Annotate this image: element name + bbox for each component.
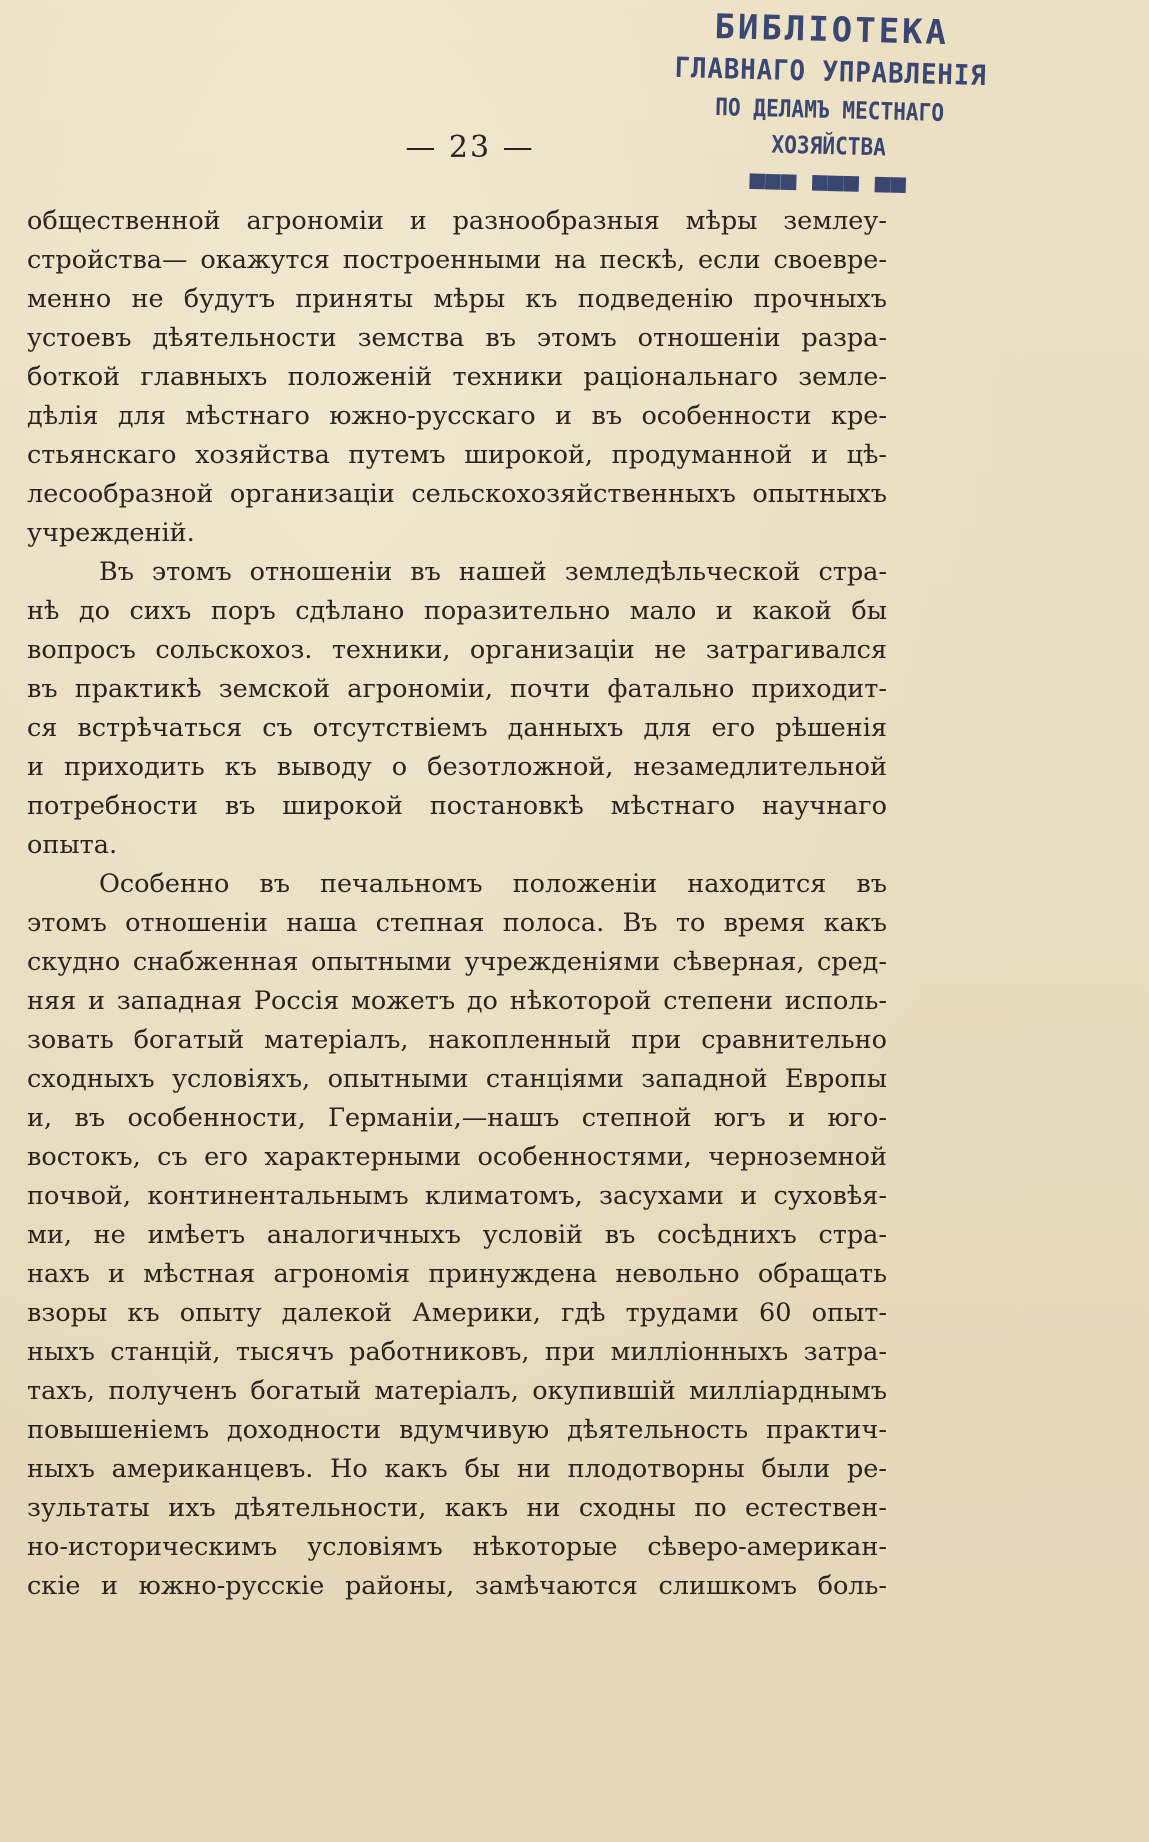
text-line: боткой главныхъ положеній техники раціональнаго земле- — [27, 362, 887, 392]
stamp-line: ПО ДЕЛАМЪ МЕСТНАГО ХОЗЯЙСТВА — [714, 93, 945, 162]
text-line: нѣ до сихъ поръ сдѣлано поразительно мало и какой бы — [27, 596, 887, 626]
text-line: лесообразной организаціи сельскохозяйственныхъ опытныхъ — [27, 479, 887, 509]
text-line: стьянскаго хозяйства путемъ широкой, продуманной и цѣ- — [27, 440, 887, 470]
text-line: но-историческимъ условіямъ нѣкоторые сѣверо-американ- — [27, 1532, 887, 1562]
text-line: почвой, континентальнымъ климатомъ, засухами и суховѣя- — [27, 1181, 887, 1211]
text-line: ныхъ станцій, тысячъ работниковъ, при милліонныхъ затра- — [27, 1337, 887, 1367]
body-text — [27, 202, 887, 1606]
text-line: учрежденій. — [27, 518, 195, 548]
text-line: дѣлія для мѣстнаго южно-русскаго и въ особенности кре- — [27, 401, 887, 431]
text-line: общественной агрономіи и разнообразныя мѣры землеу- — [27, 206, 887, 236]
stamp-line: ГЛАВНАГО УПРАВЛЕНІЯ — [674, 50, 988, 93]
text-line: устоевъ дѣятельности земства въ этомъ отношеніи разра- — [27, 323, 887, 353]
text-line: тахъ, полученъ богатый матеріалъ, окупившій милліарднымъ — [27, 1376, 887, 1406]
text-line: ся встрѣчаться съ отсутствіемъ данныхъ для его рѣшенія — [27, 713, 887, 743]
text-line: няя и западная Россія можетъ до нѣкоторой степени исполь- — [27, 986, 887, 1016]
text-line: востокъ, съ его характерными особенностями, черноземной — [27, 1142, 887, 1172]
library-stamp — [648, 3, 1012, 200]
text-line: скіе и южно-русскіе районы, замѣчаются слишкомъ боль- — [27, 1571, 887, 1601]
text-line: опыта. — [27, 830, 118, 860]
stamp-line: БИБЛІОТЕКА — [713, 6, 950, 54]
text-line: и, въ особенности, Германіи,—нашъ степной югъ и юго- — [27, 1103, 887, 1133]
text-line: Въ этомъ отношеніи въ нашей земледѣльческой стра- — [99, 557, 887, 587]
text-line: и приходить къ выводу о безотложной, незамедлительной — [27, 752, 887, 782]
page-number: — 23 — — [405, 130, 535, 165]
text-line: ми, не имѣетъ аналогичныхъ условій въ сосѣднихъ стра- — [27, 1220, 887, 1250]
text-line: вопросъ сольскохоз. техники, организаціи не затрагивался — [27, 635, 887, 665]
text-line: менно не будутъ приняты мѣры къ подведенію прочныхъ — [27, 284, 887, 314]
text-line: этомъ отношеніи наша степная полоса. Въ то время какъ — [27, 908, 887, 938]
text-line: взоры къ опыту далекой Америки, гдѣ трудами 60 опыт- — [27, 1298, 887, 1328]
text-line: повышеніемъ доходности вдумчивую дѣятельность практич- — [27, 1415, 887, 1445]
text-line: скудно снабженная опытными учрежденіями сѣверная, сред- — [27, 947, 887, 977]
stamp-line: ■■■ ■■■ ■■ — [749, 164, 907, 200]
text-line: зультаты ихъ дѣятельности, какъ ни сходны по естествен- — [27, 1493, 887, 1523]
text-line: ныхъ американцевъ. Но какъ бы ни плодотворны были ре- — [27, 1454, 887, 1484]
text-line: сходныхъ условіяхъ, опытными станціями западной Европы — [27, 1064, 887, 1094]
text-line: Особенно въ печальномъ положеніи находится въ — [99, 869, 887, 899]
text-line: стройства— окажутся построенными на пескѣ, если своевре- — [27, 245, 887, 275]
text-line: зовать богатый матеріалъ, накопленный при сравнительно — [27, 1025, 887, 1055]
text-line: нахъ и мѣстная агрономія принуждена невольно обращать — [27, 1259, 887, 1289]
text-line: потребности въ широкой постановкѣ мѣстнаго научнаго — [27, 791, 887, 821]
text-line: въ практикѣ земской агрономіи, почти фатально приходит- — [27, 674, 887, 704]
